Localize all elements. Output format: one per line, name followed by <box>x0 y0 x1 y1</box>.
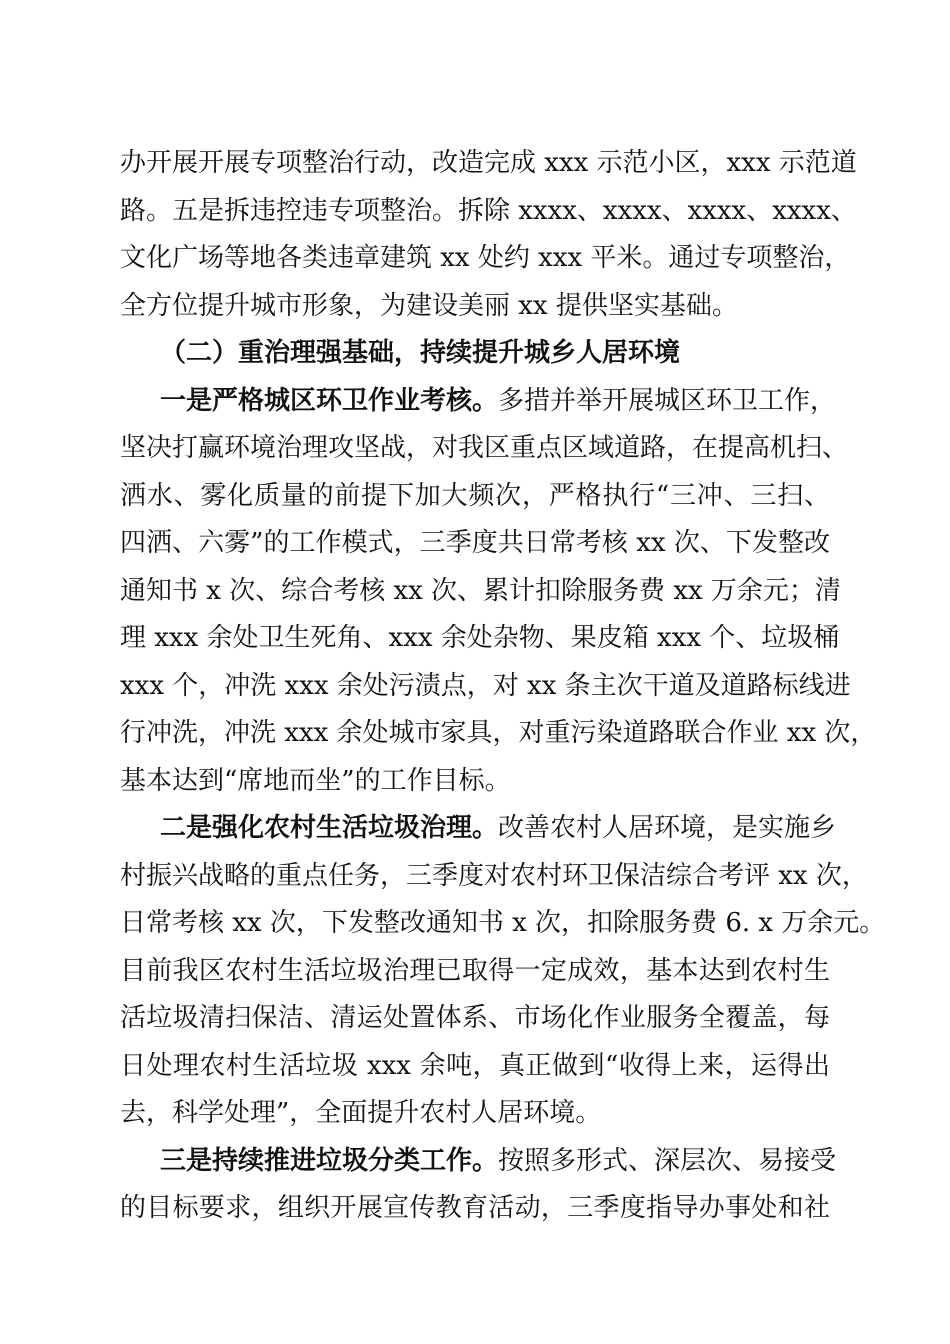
paragraph-2-line-2: 坚决打赢环境治理攻坚战，对我区重点区域道路，在提高机扫、 <box>120 433 849 463</box>
paragraph-2-line-1-text: 多措并举开展城区环卫工作， <box>498 386 837 416</box>
paragraph-2-line-4: 四洒、六雾”的工作模式，三季度共日常考核 xx 次、下发整改 <box>120 528 830 558</box>
paragraph-2-line-5: 通知书 x 次、综合考核 xx 次、累计扣除服务费 xx 万余元；清 <box>120 576 841 606</box>
section-heading: （二）重治理强基础，持续提升城乡人居环境 <box>160 338 681 368</box>
paragraph-3-line-7: 去，科学处理”，全面提升农村人居环境。 <box>120 1098 602 1128</box>
paragraph-4-line-1-text: 按照多形式、深层次、易接受 <box>498 1146 837 1176</box>
paragraph-2-lead: 一是严格城区环卫作业考核。 <box>160 386 499 416</box>
paragraph-1-line-3: 文化广场等地各类违章建筑 xx 处约 xxx 平米。通过专项整治， <box>120 243 851 273</box>
paragraph-1-line-2: 路。五是拆违控违专项整治。拆除 xxxx、xxxx、xxxx、xxxx、 <box>120 196 857 226</box>
paragraph-2-line-9: 基本达到“席地而坐”的工作目标。 <box>120 766 511 796</box>
paragraph-4-lead: 三是持续推进垃圾分类工作。 <box>160 1146 499 1176</box>
paragraph-3-line-3: 日常考核 xx 次，下发整改通知书 x 次，扣除服务费 6. x 万余元。 <box>120 908 886 938</box>
paragraph-4-line-1 <box>160 1144 837 1178</box>
paragraph-3-line-6: 日处理农村生活垃圾 xxx 余吨，真正做到“收得上来，运得出 <box>120 1051 830 1081</box>
paragraph-3-line-1-text: 改善农村人居环境，是实施乡 <box>498 813 837 843</box>
paragraph-2-line-7: xxx 个，冲洗 xxx 余处污渍点，对 xx 条主次干道及道路标线进 <box>120 671 851 701</box>
paragraph-3-line-4: 目前我区农村生活垃圾治理已取得一定成效，基本达到农村生 <box>120 956 830 986</box>
paragraph-3-line-5: 活垃圾清扫保洁、清运处置体系、市场化作业服务全覆盖，每 <box>120 1003 830 1033</box>
paragraph-1-line-1: 办开展开展专项整治行动，改造完成 xxx 示范小区，xxx 示范道 <box>120 148 857 178</box>
paragraph-2-line-1 <box>160 384 837 418</box>
paragraph-3-line-1 <box>160 811 837 845</box>
paragraph-3-lead: 二是强化农村生活垃圾治理。 <box>160 813 499 843</box>
paragraph-3-line-2: 村振兴战略的重点任务，三季度对农村环卫保洁综合考评 xx 次， <box>120 861 868 891</box>
paragraph-2-line-8: 行冲洗，冲洗 xxx 余处城市家具，对重污染道路联合作业 xx 次， <box>120 718 877 748</box>
paragraph-1-line-4: 全方位提升城市形象，为建设美丽 xx 提供坚实基础。 <box>120 291 738 321</box>
paragraph-2-line-3: 洒水、雾化质量的前提下加大频次，严格执行“三冲、三扫、 <box>120 481 830 511</box>
paragraph-4-line-2: 的目标要求，组织开展宣传教育活动，三季度指导办事处和社 <box>120 1193 830 1223</box>
paragraph-2-line-6: 理 xxx 余处卫生死角、xxx 余处杂物、果皮箱 xxx 个、垃圾桶 <box>120 623 840 653</box>
